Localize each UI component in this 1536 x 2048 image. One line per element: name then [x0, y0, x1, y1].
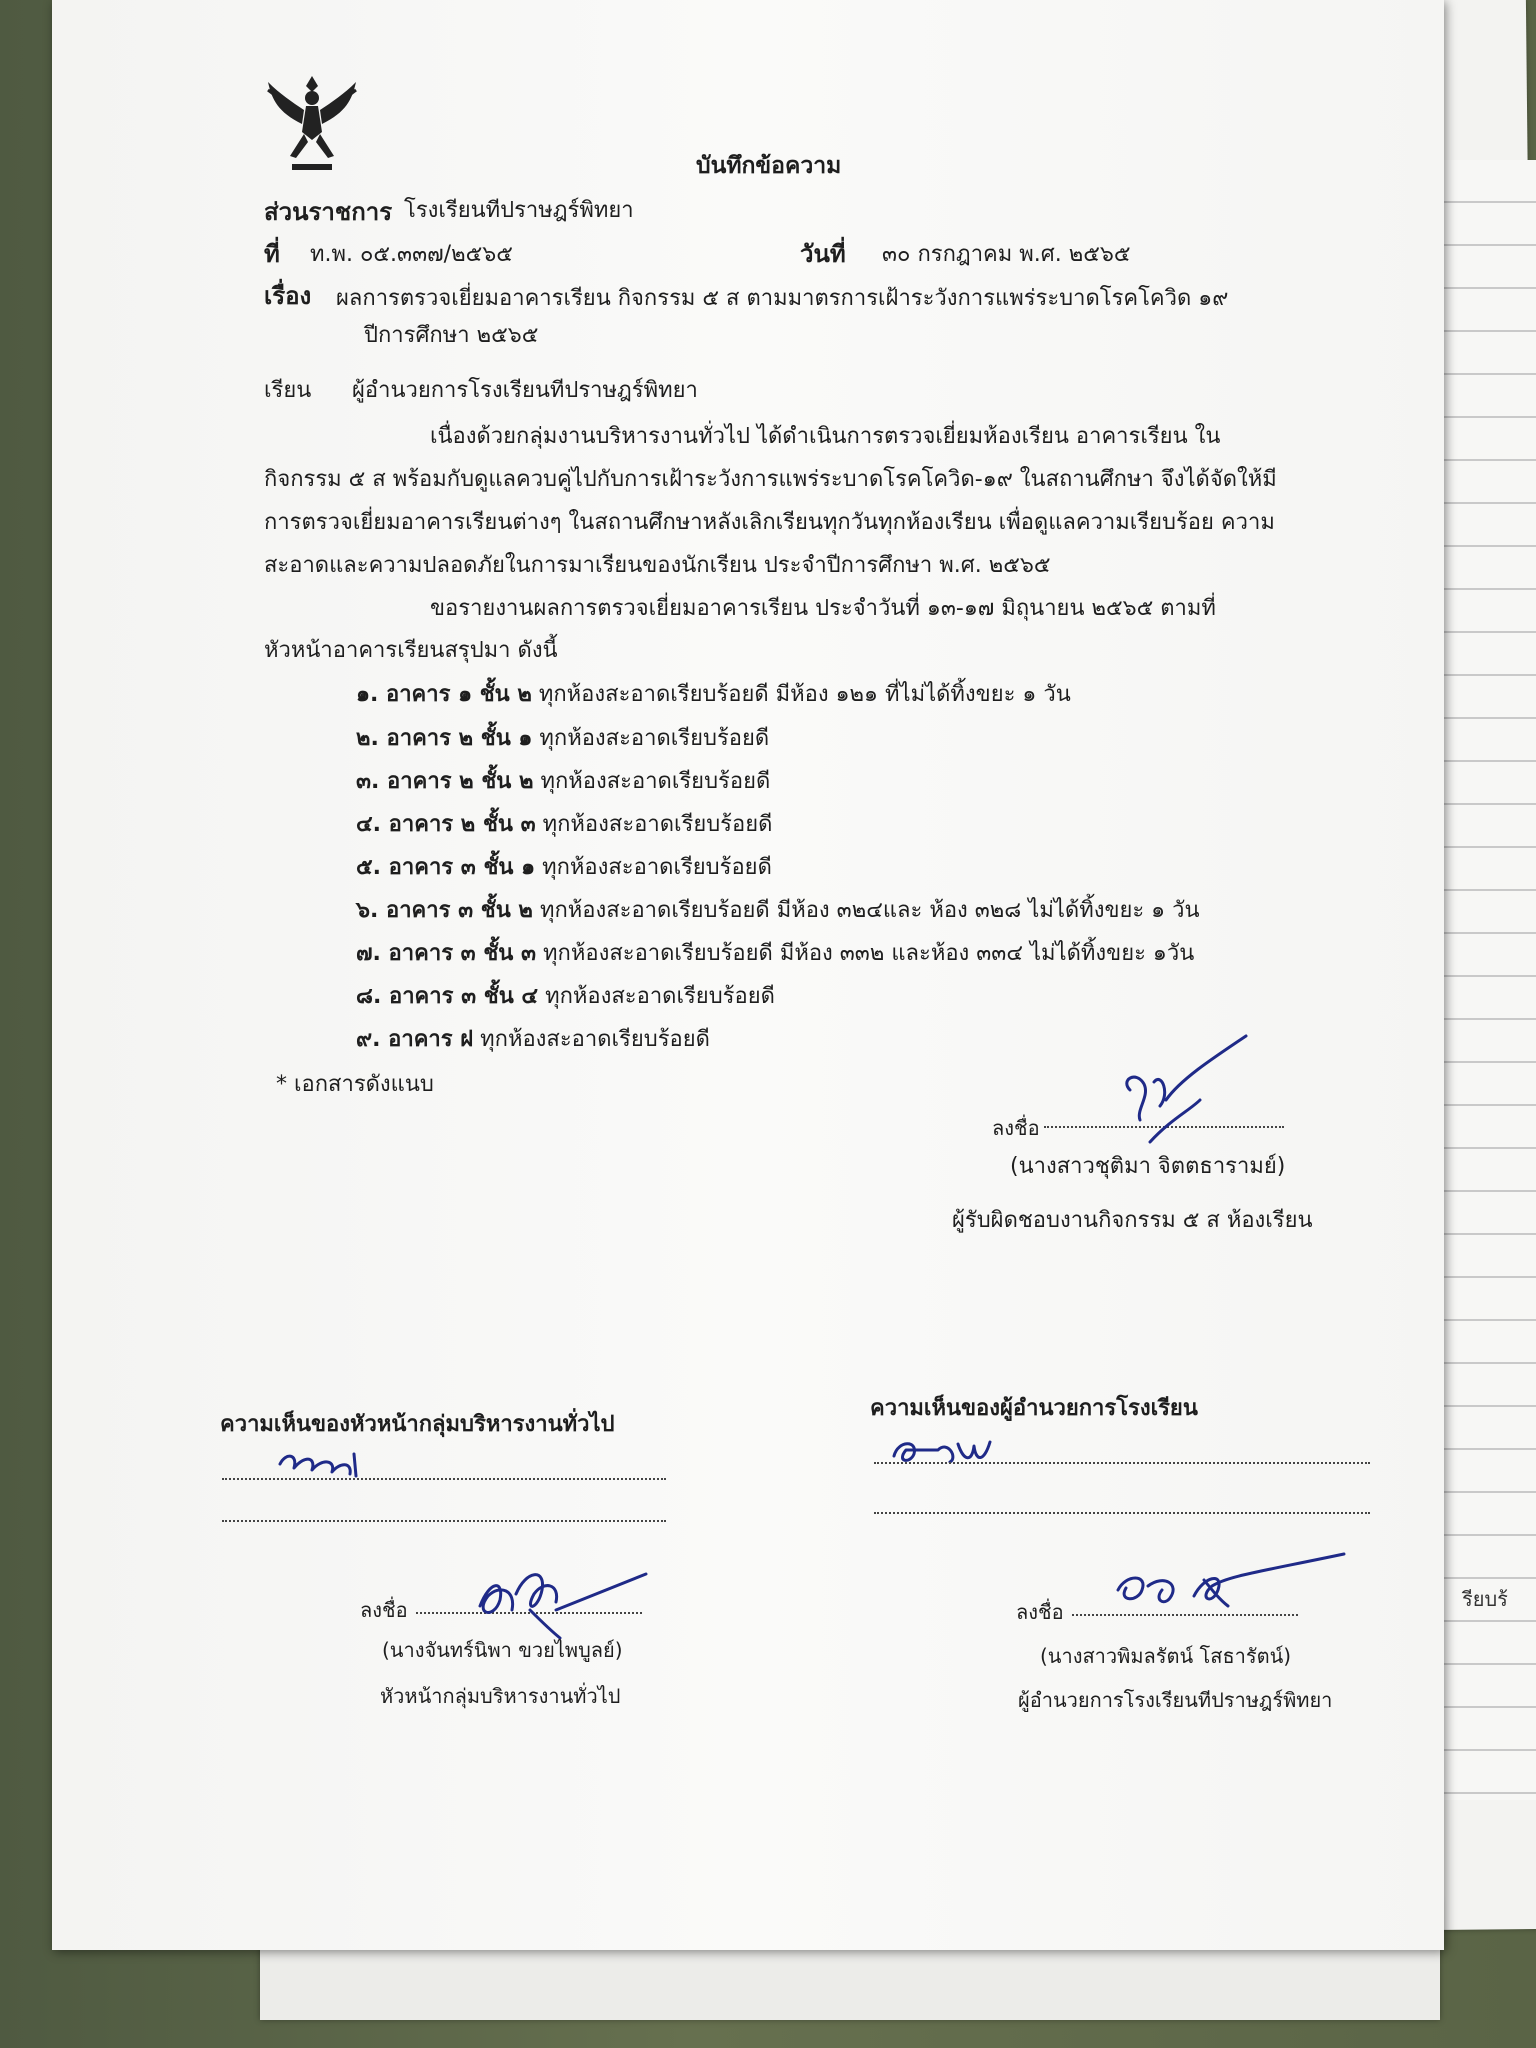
- opinion-right-line-1: [874, 1462, 1370, 1464]
- paragraph-2-line-2: หัวหน้าอาคารเรียนสรุปมา ดังนี้: [264, 638, 558, 663]
- list-item: ๘. อาคาร ๓ ชั้น ๔ ทุกห้องสะอาดเรียบร้อยดี: [356, 984, 775, 1009]
- subject-label: เรื่อง: [264, 282, 312, 310]
- list-item: ๔. อาคาร ๒ ชั้น ๓ ทุกห้องสะอาดเรียบร้อยดี: [356, 812, 773, 837]
- opinion-right-line-2: [874, 1512, 1370, 1514]
- memo-title: บันทึกข้อความ: [696, 153, 842, 179]
- agency-label: ส่วนราชการ: [264, 198, 393, 226]
- opinion-left-name: (นางจันทร์นิพา ขวยไพบูลย์): [382, 1638, 623, 1662]
- list-item: ๒. อาคาร ๒ ชั้น ๑ ทุกห้องสะอาดเรียบร้อยดี: [356, 726, 770, 751]
- signer-sign-label: ลงชื่อ: [992, 1116, 1040, 1140]
- salutation-value: ผู้อำนวยการโรงเรียนทีปราษฎร์พิทยา: [352, 378, 698, 403]
- list-item: ๑. อาคาร ๑ ชั้น ๒ ทุกห้องสะอาดเรียบร้อยดี มีห้อง ๑๒๑ ที่ไม่ได้ทิ้งขยะ ๑ วัน: [356, 682, 1071, 707]
- list-item: ๕. อาคาร ๓ ชั้น ๑ ทุกห้องสะอาดเรียบร้อยดี: [356, 855, 772, 880]
- agency-value: โรงเรียนทีปราษฎร์พิทยา: [404, 198, 634, 223]
- opinion-right-signature: [1108, 1550, 1348, 1620]
- opinion-right-heading: ความเห็นของผู้อำนวยการโรงเรียน: [870, 1396, 1198, 1421]
- opinion-left-line-2: [222, 1520, 666, 1522]
- paragraph-1-line-2: กิจกรรม ๕ ส พร้อมกับดูแลควบคู่ไปกับการเฝ้าระวังการแพร่ระบาดโรคโควิด-๑๙ ในสถานศึกษา จึงได้จัดให้มี: [264, 467, 1277, 492]
- date-label: วันที่: [800, 240, 846, 268]
- ref-value: ท.พ. ๐๕.๓๓๗/๒๕๖๕: [310, 242, 513, 267]
- paragraph-1-line-1: เนื่องด้วยกลุ่มงานบริหารงานทั่วไป ได้ดำเนินการตรวจเยี่ยมห้องเรียน อาคารเรียน ใน: [430, 424, 1221, 449]
- paragraph-1-line-4: สะอาดและความปลอดภัยในการมาเรียนของนักเรียน ประจำปีการศึกษา พ.ศ. ๒๕๖๕: [264, 553, 1051, 578]
- opinion-left-sign-label: ลงชื่อ: [360, 1598, 408, 1622]
- opinion-left-line-1: [222, 1478, 666, 1480]
- opinion-right-sign-label: ลงชื่อ: [1016, 1600, 1064, 1624]
- opinion-right-handwriting: [888, 1434, 998, 1472]
- salutation-label: เรียน: [264, 378, 312, 403]
- list-item: ๗. อาคาร ๓ ชั้น ๓ ทุกห้องสะอาดเรียบร้อยดี มีห้อง ๓๓๒ และห้อง ๓๓๔ ไม่ได้ทิ้งขยะ ๑วัน: [356, 941, 1195, 966]
- opinion-left-heading: ความเห็นของหัวหน้ากลุ่มบริหารงานทั่วไป: [220, 1412, 615, 1437]
- list-item: ๙. อาคาร ฝ ทุกห้องสะอาดเรียบร้อยดี: [356, 1027, 710, 1052]
- paragraph-1-line-3: การตรวจเยี่ยมอาคารเรียนต่างๆ ในสถานศึกษาหลังเลิกเรียนทุกวันทุกห้องเรียน เพื่อดูแลความเรียบร้อย ความ: [264, 510, 1275, 535]
- date-value: ๓๐ กรกฎาคม พ.ศ. ๒๕๖๕: [882, 242, 1131, 267]
- background-notebook: [1440, 160, 1536, 1800]
- opinion-right-name: (นางสาวพิมลรัตน์ โสธารัตน์): [1040, 1644, 1292, 1668]
- signer-signature: [1110, 1030, 1250, 1150]
- paragraph-2-line-1: ขอรายงานผลการตรวจเยี่ยมอาคารเรียน ประจำวันที่ ๑๓-๑๗ มิถุนายน ๒๕๖๕ ตามที่: [430, 596, 1216, 621]
- ref-label: ที่: [264, 240, 280, 268]
- list-item: ๖. อาคาร ๓ ชั้น ๒ ทุกห้องสะอาดเรียบร้อยดี มีห้อง ๓๒๔และ ห้อง ๓๒๘ ไม่ได้ทิ้งขยะ ๑ วัน: [356, 898, 1200, 923]
- opinion-left-position: หัวหน้ากลุ่มบริหารงานทั่วไป: [380, 1684, 621, 1708]
- list-item: ๓. อาคาร ๒ ชั้น ๒ ทุกห้องสะอาดเรียบร้อยดี: [356, 769, 771, 794]
- signer-name: (นางสาวชุติมา จิตตธารามย์): [1010, 1154, 1286, 1179]
- opinion-left-signature: [460, 1550, 650, 1640]
- garuda-emblem-icon: [262, 72, 362, 176]
- opinion-right-position: ผู้อำนวยการโรงเรียนทีปราษฎร์พิทยา: [1018, 1688, 1333, 1712]
- notebook-edge-text: รียบร้: [1462, 1587, 1508, 1611]
- signer-position: ผู้รับผิดชอบงานกิจกรรม ๕ ส ห้องเรียน: [952, 1208, 1313, 1233]
- attachment-note: * เอกสารดังแนบ: [276, 1072, 434, 1097]
- subject-line-1: ผลการตรวจเยี่ยมอาคารเรียน กิจกรรม ๕ ส ตามมาตรการเฝ้าระวังการแพร่ระบาดโรคโควิด ๑๙: [336, 286, 1229, 311]
- subject-line-2: ปีการศึกษา ๒๕๖๕: [364, 323, 539, 348]
